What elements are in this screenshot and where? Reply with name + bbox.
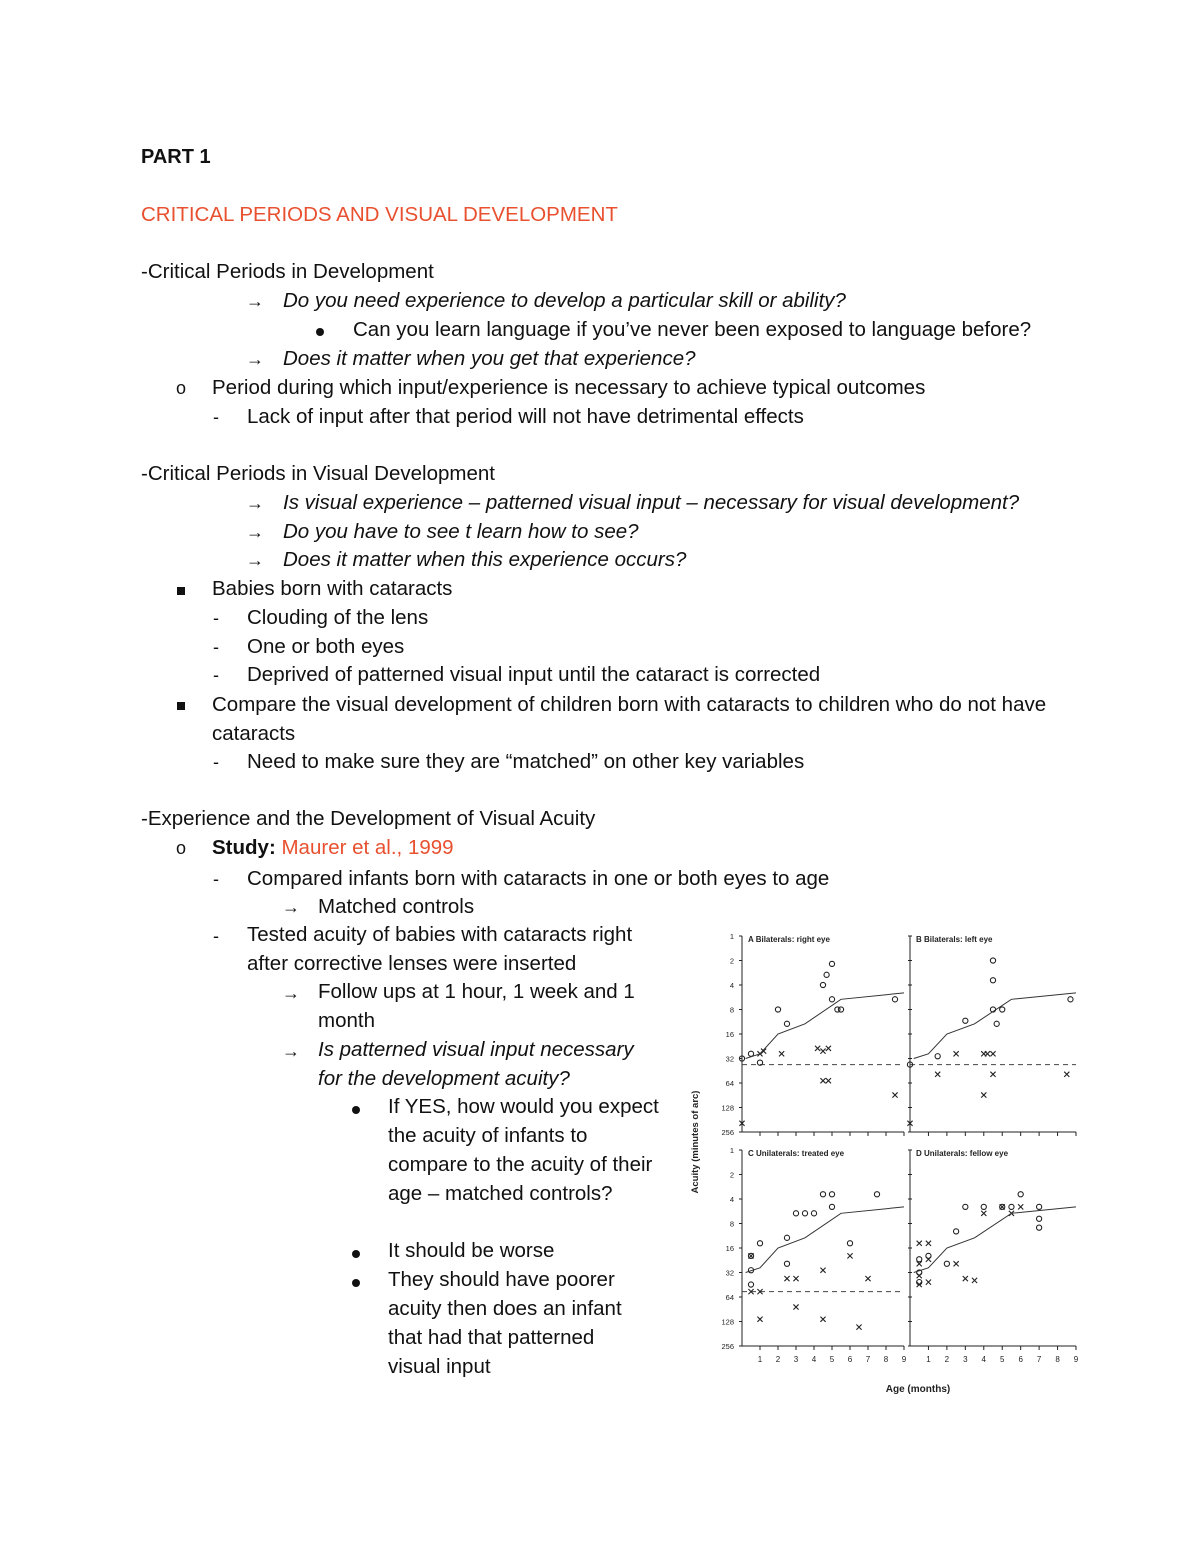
circle-point (1000, 1007, 1005, 1012)
cross-point (820, 1049, 825, 1054)
x-tick-label: 9 (901, 1355, 907, 1364)
y-tick-label: 256 (721, 1342, 734, 1351)
x-tick-label: 3 (793, 1355, 799, 1364)
circle-point (892, 997, 897, 1002)
y-tick-label: 8 (729, 1005, 734, 1015)
bullet-text: Babies born with cataracts (212, 577, 453, 600)
y-tick-label: 4 (729, 981, 734, 990)
cross-point (1000, 1204, 1005, 1209)
question-text: Does it matter when you get that experience? (283, 347, 696, 370)
circle-point (847, 1241, 852, 1246)
y-tick-label: 128 (721, 1103, 734, 1113)
cross-point (981, 1211, 986, 1216)
cross-point (954, 1261, 959, 1266)
arrow-text: Is patterned visual input necessary for the development acuity? (318, 1038, 634, 1090)
x-tick-label: 5 (999, 1355, 1005, 1364)
dash-icon: - (213, 665, 219, 685)
cross-point (865, 1276, 870, 1281)
circle-point (784, 1261, 789, 1266)
y-tick-label: 1 (729, 1146, 734, 1155)
cross-point (917, 1273, 922, 1278)
cross-point (815, 1046, 820, 1051)
square-bullet-icon (177, 691, 185, 717)
cross-point (847, 1253, 852, 1258)
subsection-title-2: -Critical Periods in Visual Development (141, 462, 495, 485)
x-tick-label: 4 (811, 1355, 817, 1364)
dash-icon: - (213, 926, 219, 946)
x-tick-label: 7 (865, 1355, 871, 1364)
circle-point (784, 1021, 789, 1026)
cross-point (856, 1325, 861, 1330)
circle-point (1037, 1225, 1042, 1230)
study-reference: Maurer et al., 1999 (281, 836, 454, 859)
x-tick-label: 2 (775, 1355, 781, 1364)
circle-point (944, 1261, 949, 1266)
arrow-icon: → (246, 550, 264, 570)
norm-curve (746, 1207, 904, 1273)
cross-point (954, 1051, 959, 1056)
y-tick-label: 4 (729, 1195, 734, 1204)
dash-text: Tested acuity of babies with cataracts right after corrective lenses were inserted (247, 923, 633, 975)
y-tick-label: 256 (721, 1128, 734, 1137)
question-text: Does it matter when this experience occurs? (283, 548, 687, 571)
circle-point (917, 1257, 922, 1262)
bullet-text: It should be worse (388, 1239, 555, 1262)
cross-point (981, 1092, 986, 1097)
x-tick-label: 5 (829, 1355, 835, 1364)
arrow-text: Follow ups at 1 hour, 1 week and 1 month (318, 980, 635, 1032)
cross-point (917, 1241, 922, 1246)
circle-point (748, 1051, 753, 1056)
circle-point (829, 961, 834, 966)
y-tick-label: 64 (725, 1079, 734, 1088)
dash-icon: - (213, 869, 219, 889)
cross-point (990, 1072, 995, 1077)
cross-point (935, 1072, 940, 1077)
cross-point (826, 1078, 831, 1083)
norm-curve (914, 1207, 1076, 1273)
cross-point (826, 1046, 831, 1051)
cross-point (926, 1241, 931, 1246)
circle-point (874, 1192, 879, 1197)
circle-point (1068, 997, 1073, 1002)
cross-point (793, 1304, 798, 1309)
dash-text: Deprived of patterned visual input until the cataract is corrected (247, 663, 821, 686)
bullet-icon (316, 317, 324, 343)
arrow-icon: → (246, 291, 264, 311)
y-tick-label: 1 (729, 932, 734, 941)
cross-point (926, 1257, 931, 1262)
x-tick-label: 7 (1036, 1355, 1042, 1364)
bullet-icon (352, 1239, 360, 1265)
dash-text: Clouding of the lens (247, 606, 429, 629)
cross-point (757, 1317, 762, 1322)
circle-point (990, 958, 995, 963)
y-tick-label: 16 (725, 1030, 734, 1039)
circle-point (748, 1282, 753, 1287)
y-tick-label: 8 (729, 1219, 734, 1229)
circle-point (802, 1211, 807, 1216)
circle-point (757, 1241, 762, 1246)
dash-icon: - (213, 608, 219, 628)
cross-point (793, 1276, 798, 1281)
circle-point (775, 1007, 780, 1012)
subsection-title-1: -Critical Periods in Development (141, 260, 434, 283)
circle-bullet-icon: o (176, 378, 187, 398)
study-line (212, 835, 454, 861)
panel-label: D Unilaterals: fellow eye (916, 1149, 1009, 1158)
dash-text: Need to make sure they are “matched” on other key variables (247, 750, 805, 773)
circle-point (994, 1021, 999, 1026)
arrow-text: Matched controls (318, 895, 475, 918)
circle-point (1037, 1216, 1042, 1221)
y-tick-label: 64 (725, 1293, 734, 1302)
circle-point (1009, 1204, 1014, 1209)
cross-point (892, 1092, 897, 1097)
circle-point (935, 1054, 940, 1059)
cross-point (972, 1278, 977, 1283)
dash-icon: - (213, 637, 219, 657)
y-axis-title: Acuity (minutes of arc) (690, 1090, 701, 1194)
x-tick-label: 1 (757, 1355, 763, 1364)
x-tick-label: 2 (944, 1355, 950, 1364)
circle-bullet-icon: o (176, 838, 187, 858)
x-tick-label: 1 (926, 1355, 931, 1364)
page-heading: PART 1 (141, 146, 211, 168)
circle-point (784, 1235, 789, 1240)
dash-icon: - (213, 407, 219, 427)
cross-point (820, 1268, 825, 1273)
question-text: Do you need experience to develop a particular skill or ability? (283, 289, 846, 312)
bullet-icon (352, 1268, 360, 1294)
arrow-icon: → (282, 897, 300, 917)
bullet-text: They should have poorer acuity then does an infant that had that patterned visual input (388, 1268, 622, 1378)
cross-point (1064, 1072, 1069, 1077)
circle-point (1037, 1204, 1042, 1209)
circle-point (824, 972, 829, 977)
arrow-icon: → (246, 493, 264, 513)
definition-sub-text: Lack of input after that period will not have detrimental effects (247, 405, 804, 428)
bullet-text: Compare the visual development of children born with cataracts to children who do not have cataracts (212, 693, 1047, 745)
square-bullet-icon (177, 576, 185, 602)
circle-point (963, 1018, 968, 1023)
cross-point (820, 1317, 825, 1322)
panel-label: C Unilaterals: treated eye (748, 1149, 845, 1158)
cross-point (784, 1276, 789, 1281)
circle-point (990, 978, 995, 983)
bullet-text: Can you learn language if you’ve never been exposed to language before? (353, 318, 1032, 341)
cross-point (1018, 1204, 1023, 1209)
definition-text: Period during which input/experience is necessary to achieve typical outcomes (212, 376, 926, 399)
dash-text: One or both eyes (247, 635, 405, 658)
x-tick-label: 4 (981, 1355, 987, 1364)
x-axis-title: Age (months) (885, 1384, 951, 1395)
x-tick-label: 9 (1073, 1355, 1079, 1364)
bullet-icon (352, 1095, 360, 1121)
x-tick-label: 3 (963, 1355, 968, 1364)
cross-point (820, 1078, 825, 1083)
dash-icon: - (213, 752, 219, 772)
circle-point (820, 982, 825, 987)
cross-point (985, 1051, 990, 1056)
circle-point (963, 1204, 968, 1209)
y-tick-label: 32 (725, 1268, 734, 1278)
cross-point (748, 1253, 753, 1258)
x-tick-label: 8 (883, 1355, 889, 1364)
circle-point (793, 1211, 798, 1216)
y-tick-label: 32 (725, 1054, 734, 1064)
bullet-text: If YES, how would you expect the acuity of infants to compare to the acuity of their age – matched controls? (388, 1095, 659, 1205)
arrow-icon: → (246, 522, 264, 542)
circle-point (1018, 1192, 1023, 1197)
section-title: CRITICAL PERIODS AND VISUAL DEVELOPMENT (141, 203, 618, 226)
study-label: Study: (212, 836, 276, 859)
circle-point (820, 1192, 825, 1197)
question-text: Is visual experience – patterned visual input – necessary for visual development? (283, 491, 1020, 514)
circle-point (829, 1192, 834, 1197)
y-tick-label: 2 (729, 1170, 734, 1180)
dash-text: Compared infants born with cataracts in one or both eyes to age (247, 867, 830, 890)
subsection-title-3: -Experience and the Development of Visual Acuity (141, 807, 596, 830)
circle-point (829, 997, 834, 1002)
circle-point (811, 1211, 816, 1216)
y-tick-label: 16 (725, 1244, 734, 1253)
x-tick-label: 6 (847, 1355, 853, 1364)
arrow-icon: → (246, 349, 264, 369)
circle-point (954, 1229, 959, 1234)
arrow-icon: → (282, 1041, 300, 1061)
cross-point (990, 1051, 995, 1056)
x-tick-label: 8 (1055, 1355, 1060, 1364)
acuity-figure (690, 922, 1085, 1402)
question-text: Do you have to see t learn how to see? (283, 520, 639, 543)
cross-point (779, 1051, 784, 1056)
panel-label: A Bilaterals: right eye (748, 935, 830, 944)
cross-point (963, 1276, 968, 1281)
circle-point (981, 1204, 986, 1209)
x-tick-label: 6 (1018, 1355, 1023, 1364)
cross-point (926, 1280, 931, 1285)
panel-label: B Bilaterals: left eye (916, 935, 993, 944)
circle-point (829, 1204, 834, 1209)
arrow-icon: → (282, 983, 300, 1003)
circle-point (838, 1007, 843, 1012)
y-tick-label: 128 (721, 1317, 734, 1327)
y-tick-label: 2 (729, 956, 734, 966)
